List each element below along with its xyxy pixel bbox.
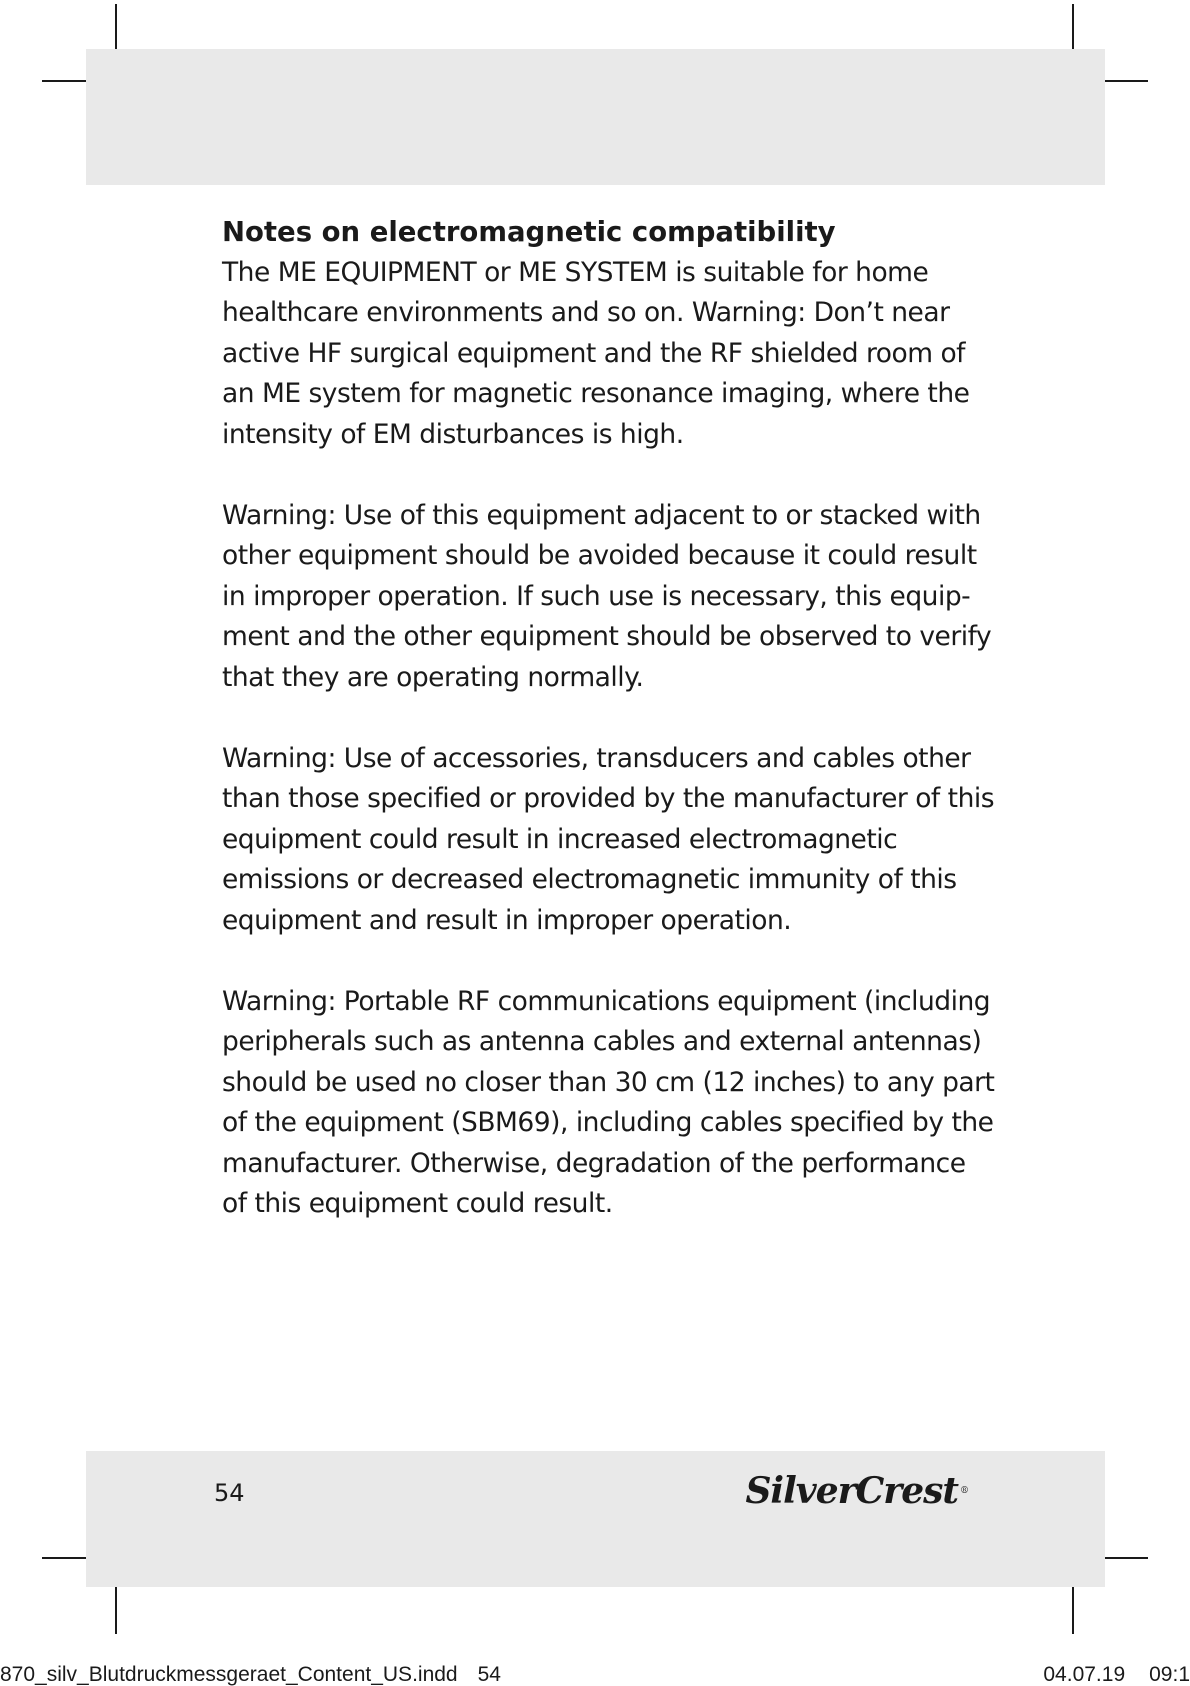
- paragraph-warning-adjacent: Warning: Use of this equipment adjacent to or stacked with other equipment should be avoided because it could result in improper operation. If such use is necessary, this equipment and the other equipment should be observed to verify that they are operating normally.: [222, 499, 992, 693]
- slug-time: 09:1: [1149, 1663, 1190, 1686]
- crop-mark-bottom-left-horizontal: [42, 1557, 92, 1559]
- page-content: [222, 212, 997, 1265]
- brand-logo-text: SilverCrest: [745, 1470, 958, 1512]
- crop-mark-bottom-right-horizontal: [1098, 1557, 1148, 1559]
- crop-mark-top-left-horizontal: [42, 80, 92, 82]
- slug-page: 54: [477, 1663, 501, 1686]
- paragraph-emc-intro: The ME EQUIPMENT or ME SYSTEM is suitable for home healthcare environments and so on. Warning: Don’t near active HF surgical equipment and the RF shielded room of an ME system for magnetic resonance imaging, where the intensity of EM disturbances is high.: [222, 256, 970, 450]
- paragraph-warning-portable-rf: Warning: Portable RF communications equipment (including peripherals such as antenna cables and external antennas) should be used no closer than 30 cm (12 inches) to any part of the equipment (SBM69), including cables specified by the manufacturer. Otherwise, degradation of the performance of this equipment could result.: [222, 985, 995, 1219]
- brand-logo: [745, 1471, 968, 1511]
- crop-mark-bottom-right-vertical: [1072, 1580, 1074, 1634]
- registered-mark: ®: [960, 1486, 968, 1496]
- slug-date: 04.07.19: [1043, 1663, 1126, 1686]
- slug-file-info: [0, 1664, 501, 1686]
- crop-mark-bottom-left-vertical: [115, 1580, 117, 1634]
- header-band: [86, 49, 1105, 185]
- crop-mark-top-right-horizontal: [1098, 80, 1148, 82]
- paragraph-warning-accessories: Warning: Use of accessories, transducers and cables other than those specified or provided by the manufacturer of this equipment could result in increased electromagnetic emissions or decreased electromagnetic immunity of this equipment and result in improper operation.: [222, 742, 995, 936]
- section-heading: Notes on electromagnetic compatibility: [222, 216, 836, 248]
- slug-filename: 870_silv_Blutdruckmessgeraet_Content_US.indd: [0, 1663, 458, 1686]
- page-number: 54: [214, 1479, 245, 1507]
- slug-date-info: [1043, 1664, 1190, 1686]
